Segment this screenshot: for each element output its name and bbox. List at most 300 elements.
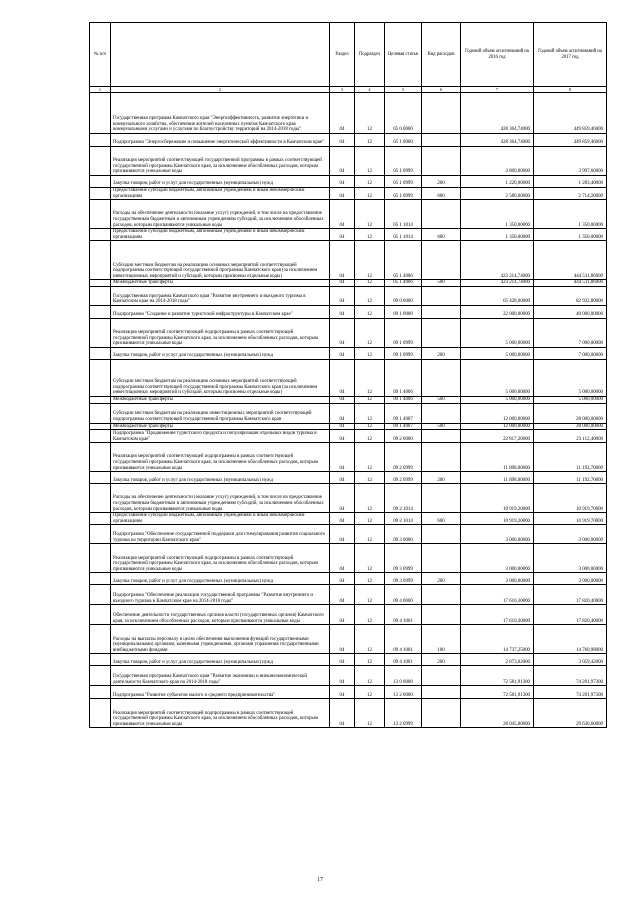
page-number: 17 — [317, 877, 323, 883]
row-razdel: 04 — [330, 241, 355, 280]
row-expense-type: 600 — [422, 513, 461, 525]
row-amount-2016: 12 000,00000 — [461, 403, 534, 423]
row-num — [90, 544, 111, 573]
row-amount-2017: 14 760,98000 — [534, 625, 607, 654]
row-target-article: 13 0 0000 — [385, 666, 422, 686]
row-razdel: 04 — [330, 93, 355, 134]
row-razdel: 04 — [330, 605, 355, 625]
row-num — [90, 347, 111, 359]
row-amount-2016: 3 000,00000 — [461, 525, 534, 544]
row-podrazdel: 12 — [355, 699, 385, 728]
header-razdel: Раздел — [330, 23, 355, 87]
header-2016: Годовой объем ассигнований на 2016 год — [461, 23, 534, 87]
header-expense-type: Вид расходов — [422, 23, 461, 87]
row-num — [90, 666, 111, 686]
row-amount-2016: 17 610,30000 — [461, 605, 534, 625]
row-amount-2017: 3 997,60000 — [534, 147, 607, 176]
row-amount-2017: 444 511,86000 — [534, 241, 607, 280]
row-amount-2016: 1 220,00000 — [461, 176, 534, 188]
row-podrazdel: 12 — [355, 188, 385, 200]
row-razdel: 04 — [330, 686, 355, 699]
row-expense-type: 100 — [422, 625, 461, 654]
table-row — [90, 347, 607, 359]
row-amount-2016: 5 000,00000 — [461, 396, 534, 403]
column-number: 1 — [90, 87, 111, 93]
row-target-article: 09 2 0999 — [385, 472, 422, 484]
row-name: Подпрограмма "Обеспечение государственной поддержки для стимулирования развития социального туризма на территории Камчатского края" — [111, 525, 330, 544]
table-row — [90, 544, 607, 573]
row-name: Закупка товаров, работ и услуг для государственных (муниципальных) нужд — [111, 347, 330, 359]
row-amount-2017: 74 201,97300 — [534, 666, 607, 686]
row-target-article: 09 1 4007 — [385, 423, 422, 430]
row-podrazdel: 12 — [355, 347, 385, 359]
row-num — [90, 134, 111, 147]
table-row — [90, 147, 607, 176]
row-amount-2016: 12 000,00000 — [461, 423, 534, 430]
row-amount-2016: 428 364,74000 — [461, 93, 534, 134]
table-row — [90, 403, 607, 423]
row-amount-2017: 28 000,00000 — [534, 423, 607, 430]
row-target-article: 09 0 0000 — [385, 286, 422, 305]
row-amount-2016: 3 000,00000 — [461, 573, 534, 585]
row-razdel: 04 — [330, 359, 355, 396]
row-amount-2017: 2 714,20000 — [534, 188, 607, 200]
row-num — [90, 318, 111, 347]
row-expense-type — [422, 666, 461, 686]
table-row — [90, 396, 607, 403]
row-target-article: 09 1 0999 — [385, 318, 422, 347]
row-razdel: 04 — [330, 699, 355, 728]
row-target-article: 09 4 1001 — [385, 654, 422, 666]
table-row — [90, 286, 607, 305]
row-podrazdel: 12 — [355, 525, 385, 544]
row-podrazdel: 12 — [355, 625, 385, 654]
column-number: 5 — [385, 87, 422, 93]
row-amount-2016: 65 428,00000 — [461, 286, 534, 305]
row-expense-type — [422, 484, 461, 513]
row-num — [90, 305, 111, 318]
row-expense-type: 600 — [422, 229, 461, 241]
row-expense-type — [422, 318, 461, 347]
row-name: Закупка товаров, работ и услуг для государственных (муниципальных) нужд — [111, 176, 330, 188]
row-expense-type — [422, 525, 461, 544]
table-header-row — [90, 23, 607, 87]
row-amount-2017: 82 932,80000 — [534, 286, 607, 305]
header-target-article: Целевая статья — [385, 23, 422, 87]
table-row — [90, 666, 607, 686]
row-podrazdel: 12 — [355, 430, 385, 443]
row-target-article: 05 1 1014 — [385, 200, 422, 229]
row-podrazdel: 12 — [355, 443, 385, 472]
table-row — [90, 280, 607, 287]
row-amount-2016: 2 873,02000 — [461, 654, 534, 666]
row-amount-2017: 11 192,70000 — [534, 443, 607, 472]
row-expense-type — [422, 403, 461, 423]
row-target-article: 09 4 1001 — [385, 625, 422, 654]
row-amount-2016: 423 214,74000 — [461, 241, 534, 280]
row-razdel: 04 — [330, 286, 355, 305]
row-razdel: 04 — [330, 200, 355, 229]
row-name: Подпрограмма "Продвижение туристского продукта и популяризация отдельных видов туризма в Камчатском крае" — [111, 430, 330, 443]
row-target-article: 09 4 0000 — [385, 585, 422, 605]
row-name: Закупка товаров, работ и услуг для государственных (муниципальных) нужд — [111, 573, 330, 585]
row-razdel: 04 — [330, 666, 355, 686]
row-num — [90, 430, 111, 443]
row-expense-type — [422, 430, 461, 443]
row-name: Подпрограмма "Развитие субъектов малого и среднего предпринимательства" — [111, 686, 330, 699]
table-row — [90, 699, 607, 728]
row-target-article: 05 1 1014 — [385, 229, 422, 241]
table-row — [90, 305, 607, 318]
row-razdel: 04 — [330, 544, 355, 573]
row-amount-2016: 17 610,30000 — [461, 585, 534, 605]
row-name: Предоставление субсидий бюджетным, автономным учреждениям и иным некоммерческим организациям — [111, 229, 330, 241]
row-name: Обеспечение деятельности государственных органов власти (государственных органов) Камчатского края, за исключением обособленных расходов, которым присваиваются уникальные коды — [111, 605, 330, 625]
row-expense-type — [422, 93, 461, 134]
row-podrazdel: 12 — [355, 573, 385, 585]
row-target-article: 09 1 4007 — [385, 403, 422, 423]
row-razdel: 04 — [330, 396, 355, 403]
row-amount-2017: 3 000,00000 — [534, 573, 607, 585]
row-expense-type — [422, 605, 461, 625]
row-name: Реализация мероприятий соответствующей подпрограммы в рамках соответствующей государственной программы Камчатского края, за исключением обособленных расходов, которым присваиваются уникальные коды — [111, 699, 330, 728]
row-name: Межбюджетные трансферты — [111, 396, 330, 403]
table-row — [90, 686, 607, 699]
row-name: Реализация мероприятий соответствующей подпрограммы в рамках соответствующей государственной программы Камчатского края, за исключением обособленных расходов, которым присваиваются уникальные коды — [111, 544, 330, 573]
row-razdel: 04 — [330, 525, 355, 544]
table-row — [90, 176, 607, 188]
row-razdel: 04 — [330, 513, 355, 525]
budget-table-sheet — [89, 22, 606, 728]
row-amount-2016: 22 817,20000 — [461, 430, 534, 443]
row-target-article: 09 3 0000 — [385, 525, 422, 544]
row-target-article: 05 0 0000 — [385, 93, 422, 134]
row-razdel: 04 — [330, 176, 355, 188]
row-amount-2017: 5 000,00000 — [534, 359, 607, 396]
row-name: Предоставление субсидий бюджетным, автономным учреждениям и иным некоммерческим организациям — [111, 513, 330, 525]
row-podrazdel: 12 — [355, 686, 385, 699]
row-razdel: 04 — [330, 305, 355, 318]
row-podrazdel: 12 — [355, 176, 385, 188]
row-podrazdel: 12 — [355, 93, 385, 134]
row-amount-2016: 10 919,20000 — [461, 484, 534, 513]
row-razdel: 04 — [330, 318, 355, 347]
row-expense-type — [422, 686, 461, 699]
row-num — [90, 443, 111, 472]
row-target-article: 13 2 0999 — [385, 699, 422, 728]
row-razdel: 04 — [330, 573, 355, 585]
row-expense-type — [422, 305, 461, 318]
row-num — [90, 93, 111, 134]
row-name: Субсидии местным бюджетам на реализацию основных мероприятий соответствующей подпрограммы соответствующей государственной программы Камчатского края (за исключением инвестиционных мероприятий и субсидий, которым присвоены отдельные коды) — [111, 359, 330, 396]
table-body — [90, 93, 607, 728]
row-amount-2017: 40 000,00000 — [534, 305, 607, 318]
table-row — [90, 318, 607, 347]
row-target-article: 05 1 0999 — [385, 147, 422, 176]
row-target-article: 09 2 1014 — [385, 513, 422, 525]
row-amount-2016: 28 045,00000 — [461, 699, 534, 728]
row-amount-2016: 11 898,00000 — [461, 443, 534, 472]
row-num — [90, 625, 111, 654]
row-num — [90, 147, 111, 176]
row-name: Подпрограмма "Энергосбережение и повышение энергетической эффективности в Камчатском крае" — [111, 134, 330, 147]
table-row — [90, 443, 607, 472]
row-amount-2017: 10 919,70000 — [534, 513, 607, 525]
row-podrazdel: 12 — [355, 484, 385, 513]
row-name: Расходы на выплаты персоналу в целях обеспечения выполнения функций государственными (муниципальными) органами, казенными учреждениями, органами управления государственными внебюджетными фондами — [111, 625, 330, 654]
row-name: Государственная программа Камчатского края "Развитие внутреннего и въездного туризма в Камчатском крае на 2014-2018 годы" — [111, 286, 330, 305]
row-podrazdel: 12 — [355, 666, 385, 686]
row-razdel: 04 — [330, 430, 355, 443]
row-amount-2017: 10 919,70000 — [534, 484, 607, 513]
row-target-article: 09 4 1001 — [385, 605, 422, 625]
row-name: Подпрограмма "Создание и развитие туристской инфраструктуры в Камчатском крае" — [111, 305, 330, 318]
table-row — [90, 573, 607, 585]
row-razdel: 04 — [330, 585, 355, 605]
row-expense-type — [422, 134, 461, 147]
row-podrazdel: 12 — [355, 305, 385, 318]
row-amount-2017: 449 859,46000 — [534, 93, 607, 134]
row-razdel: 04 — [330, 472, 355, 484]
column-number: 2 — [111, 87, 330, 93]
row-expense-type — [422, 286, 461, 305]
row-amount-2017: 74 201,97300 — [534, 686, 607, 699]
row-name: Межбюджетные трансферты — [111, 423, 330, 430]
row-razdel: 04 — [330, 625, 355, 654]
row-amount-2016: 1 350,00000 — [461, 200, 534, 229]
row-amount-2017: 3 000,00000 — [534, 525, 607, 544]
row-amount-2016: 11 898,00000 — [461, 472, 534, 484]
row-expense-type — [422, 241, 461, 280]
row-target-article: 05 1 0999 — [385, 188, 422, 200]
row-expense-type: 500 — [422, 396, 461, 403]
row-razdel: 04 — [330, 229, 355, 241]
row-amount-2017: 29 630,60000 — [534, 699, 607, 728]
row-razdel: 04 — [330, 188, 355, 200]
row-amount-2017: 28 000,00000 — [534, 403, 607, 423]
row-amount-2016: 22 000,00000 — [461, 305, 534, 318]
row-name: Государственная программа Камчатского края "Развитие экономики и внешнеэкономической деятельности Камчатского края на 2014-2018 годы" — [111, 666, 330, 686]
table-row — [90, 93, 607, 134]
row-razdel: 04 — [330, 347, 355, 359]
row-podrazdel: 12 — [355, 605, 385, 625]
row-name: Субсидии местным бюджетам на реализацию основных мероприятий соответствующей подпрограммы соответствующей государственной программы Камчатского края (за исключением инвестиционных мероприятий и субсидий, которым присвоены отдельные коды) — [111, 241, 330, 280]
row-target-article: 09 2 1014 — [385, 484, 422, 513]
row-podrazdel: 12 — [355, 513, 385, 525]
table-row — [90, 605, 607, 625]
column-number: 6 — [422, 87, 461, 93]
row-razdel: 04 — [330, 403, 355, 423]
row-target-article: 09 3 0999 — [385, 573, 422, 585]
row-amount-2017: 444 511,86000 — [534, 280, 607, 287]
row-name: Государственная программа Камчатского края "Энергоэффективность, развитие энергетики и коммунального хозяйства, обеспечение жителей населенных пунктов Камчатского края коммунальными услугами и услугами по благоустройству территорий на 2014-2018 годы" — [111, 93, 330, 134]
row-expense-type: 200 — [422, 472, 461, 484]
row-amount-2016: 3 800,00000 — [461, 147, 534, 176]
row-num — [90, 286, 111, 305]
row-amount-2016: 3 000,00000 — [461, 544, 534, 573]
row-expense-type — [422, 147, 461, 176]
row-name: Предоставление субсидий бюджетным, автономным учреждениям и иным некоммерческим организациям — [111, 188, 330, 200]
row-podrazdel: 12 — [355, 241, 385, 280]
row-expense-type: 200 — [422, 573, 461, 585]
column-number: 8 — [534, 87, 607, 93]
header-name — [111, 23, 330, 87]
row-name: Реализация мероприятий соответствующей подпрограммы в рамках соответствующей государственной программы Камчатского края, за исключением обособленных расходов, которым присваиваются уникальные коды — [111, 443, 330, 472]
table-row — [90, 654, 607, 666]
row-podrazdel: 12 — [355, 423, 385, 430]
row-target-article: 09 1 4006 — [385, 396, 422, 403]
row-amount-2017: 7 000,00000 — [534, 318, 607, 347]
row-expense-type: 600 — [422, 188, 461, 200]
header-2017: Годовой объем ассигнований на 2017 год — [534, 23, 607, 87]
row-num — [90, 241, 111, 280]
row-target-article: 09 1 0999 — [385, 347, 422, 359]
row-num — [90, 423, 111, 430]
row-num — [90, 472, 111, 484]
header-num: № п/п — [90, 23, 111, 87]
header-podrazdel: Подраздел — [355, 23, 385, 87]
row-amount-2017: 7 000,00000 — [534, 347, 607, 359]
row-target-article: 13 2 0000 — [385, 686, 422, 699]
row-podrazdel: 12 — [355, 229, 385, 241]
row-amount-2016: 14 737,25000 — [461, 625, 534, 654]
row-name: Расходы на обеспечение деятельности (оказание услуг) учреждений, в том числе на предоставление государственным бюджетным и автономным учреждениям субсидий, за исключением обособленных расходов, которым присваиваются уникальные коды — [111, 200, 330, 229]
row-target-article: 05 1 0999 — [385, 176, 422, 188]
row-amount-2016: 10 919,20000 — [461, 513, 534, 525]
row-razdel: 04 — [330, 443, 355, 472]
table-row — [90, 359, 607, 396]
row-expense-type: 500 — [422, 423, 461, 430]
row-expense-type — [422, 585, 461, 605]
row-podrazdel: 12 — [355, 280, 385, 287]
row-target-article: 09 1 4006 — [385, 359, 422, 396]
row-podrazdel: 12 — [355, 134, 385, 147]
row-target-article: 05 1 4006 — [385, 280, 422, 287]
row-num — [90, 525, 111, 544]
row-num — [90, 403, 111, 423]
row-podrazdel: 12 — [355, 200, 385, 229]
row-podrazdel: 12 — [355, 396, 385, 403]
row-expense-type — [422, 544, 461, 573]
row-expense-type — [422, 443, 461, 472]
row-razdel: 04 — [330, 423, 355, 430]
row-podrazdel: 12 — [355, 286, 385, 305]
row-razdel: 04 — [330, 654, 355, 666]
row-expense-type: 200 — [422, 176, 461, 188]
row-num — [90, 176, 111, 188]
row-amount-2016: 2 580,00000 — [461, 188, 534, 200]
table-row — [90, 625, 607, 654]
row-podrazdel: 12 — [355, 585, 385, 605]
row-amount-2016: 5 000,00000 — [461, 318, 534, 347]
row-target-article: 09 3 0999 — [385, 544, 422, 573]
row-amount-2016: 72 581,91300 — [461, 666, 534, 686]
row-num — [90, 359, 111, 396]
row-num — [90, 229, 111, 241]
row-name: Реализация мероприятий соответствующей государственной программы в рамках соответствующей государственной программы Камчатского края, за исключением обособленных расходов, которым присваиваются уникальные коды — [111, 147, 330, 176]
row-expense-type — [422, 699, 461, 728]
row-amount-2017: 17 820,40000 — [534, 585, 607, 605]
row-amount-2017: 17 820,40000 — [534, 605, 607, 625]
row-name: Реализация мероприятий соответствующей подпрограммы в рамках соответствующей государственной программы Камчатского края, за исключением обособленных расходов, которым присваиваются уникальные коды — [111, 318, 330, 347]
row-amount-2016: 5 000,00000 — [461, 347, 534, 359]
row-razdel: 04 — [330, 147, 355, 176]
table-row — [90, 229, 607, 241]
row-target-article: 09 1 0000 — [385, 305, 422, 318]
row-podrazdel: 12 — [355, 359, 385, 396]
column-number: 4 — [355, 87, 385, 93]
row-num — [90, 585, 111, 605]
row-podrazdel: 12 — [355, 318, 385, 347]
budget-table — [89, 22, 607, 728]
row-num — [90, 484, 111, 513]
row-podrazdel: 12 — [355, 654, 385, 666]
column-number: 7 — [461, 87, 534, 93]
row-razdel: 04 — [330, 484, 355, 513]
row-amount-2017: 23 112,40000 — [534, 430, 607, 443]
row-name: Межбюджетные трансферты — [111, 280, 330, 287]
row-amount-2016: 5 000,00000 — [461, 359, 534, 396]
row-podrazdel: 12 — [355, 544, 385, 573]
table-row — [90, 200, 607, 229]
table-row — [90, 585, 607, 605]
row-num — [90, 686, 111, 699]
row-amount-2016: 72 581,91300 — [461, 686, 534, 699]
row-amount-2016: 428 364,74000 — [461, 134, 534, 147]
row-amount-2017: 1 350,00000 — [534, 200, 607, 229]
row-expense-type — [422, 359, 461, 396]
row-num — [90, 654, 111, 666]
table-row — [90, 484, 607, 513]
row-amount-2017: 1 283,40000 — [534, 176, 607, 188]
table-row — [90, 423, 607, 430]
row-name: Закупка товаров, работ и услуг для государственных (муниципальных) нужд — [111, 472, 330, 484]
row-amount-2017: 1 350,00000 — [534, 229, 607, 241]
row-expense-type: 500 — [422, 280, 461, 287]
row-num — [90, 573, 111, 585]
table-row — [90, 513, 607, 525]
table-row — [90, 134, 607, 147]
table-row — [90, 241, 607, 280]
row-num — [90, 188, 111, 200]
row-amount-2017: 3 000,00000 — [534, 544, 607, 573]
row-podrazdel: 12 — [355, 147, 385, 176]
row-name: Расходы на обеспечение деятельности (оказание услуг) учреждений, в том числе на предоставление государственным бюджетным и автономным учреждениям субсидий, за исключением обособленных расходов, которым присваиваются уникальные коды — [111, 484, 330, 513]
row-target-article: 05 1 0000 — [385, 134, 422, 147]
row-target-article: 09 2 0000 — [385, 430, 422, 443]
row-amount-2017: 5 000,00000 — [534, 396, 607, 403]
table-row — [90, 430, 607, 443]
row-amount-2016: 1 350,00000 — [461, 229, 534, 241]
row-target-article: 09 2 0999 — [385, 443, 422, 472]
column-number: 3 — [330, 87, 355, 93]
table-row — [90, 188, 607, 200]
row-num — [90, 605, 111, 625]
row-podrazdel: 12 — [355, 403, 385, 423]
table-row — [90, 472, 607, 484]
row-num — [90, 280, 111, 287]
row-amount-2017: 3 059,42000 — [534, 654, 607, 666]
row-name: Закупка товаров, работ и услуг для государственных (муниципальных) нужд — [111, 654, 330, 666]
row-target-article: 05 1 4006 — [385, 241, 422, 280]
row-num — [90, 513, 111, 525]
row-num — [90, 200, 111, 229]
row-expense-type: 200 — [422, 654, 461, 666]
table-row — [90, 525, 607, 544]
row-amount-2017: 449 859,46000 — [534, 134, 607, 147]
row-podrazdel: 12 — [355, 472, 385, 484]
row-num — [90, 396, 111, 403]
